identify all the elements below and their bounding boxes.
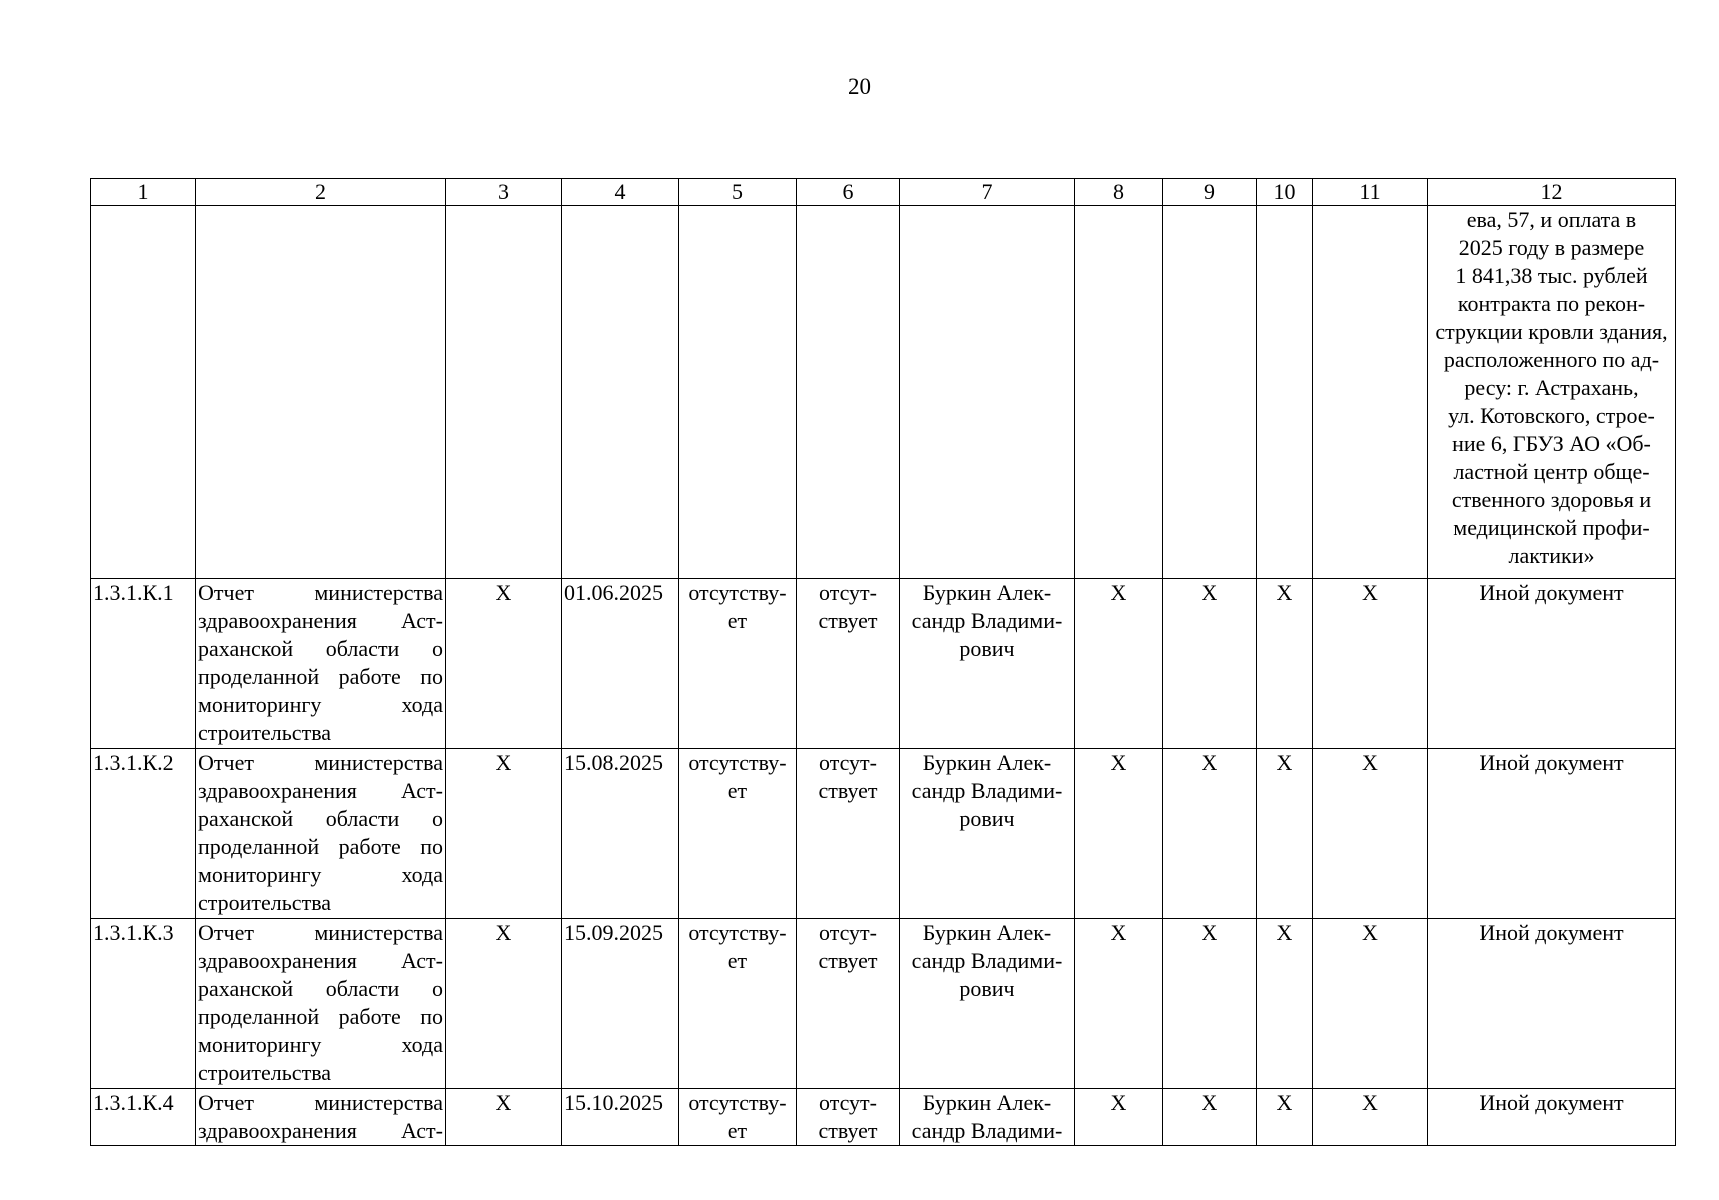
- continuation-text: ева, 57, и оплата в 2025 году в размере 1 841,38 тыс. рублей контракта по рекон- струкции кровли здания, расположенного по ад- ресу: г. Астрахань, ул. Котовского, строе- ние 6, ГБУЗ АО «Об- ластной центр обще- ственного здоровья и медицинской профи- лактики»: [1428, 206, 1676, 579]
- column-header: 6: [797, 179, 900, 206]
- cell-x: X: [446, 1089, 562, 1146]
- row-doc-type: Иной документ: [1428, 579, 1676, 749]
- cell-x: X: [1257, 1089, 1313, 1146]
- table-row: [91, 579, 1676, 749]
- cell-x: X: [1257, 749, 1313, 919]
- row-responsible: Буркин Алек- сандр Владими- рович: [900, 919, 1075, 1089]
- row-id: 1.3.1.К.3: [91, 919, 196, 1089]
- table-row: [91, 919, 1676, 1089]
- cell-x: X: [1075, 1089, 1163, 1146]
- row-col6: отсут- ствует: [797, 579, 900, 749]
- column-header: 4: [562, 179, 679, 206]
- empty-cell: [1313, 206, 1428, 579]
- row-name: Отчет министерства здравоохранения Аст- раханской области о проделанной работе по мониторингу хода строительства: [196, 579, 446, 749]
- row-id: 1.3.1.К.4: [91, 1089, 196, 1146]
- column-header: 8: [1075, 179, 1163, 206]
- row-doc-type: Иной документ: [1428, 749, 1676, 919]
- row-responsible: Буркин Алек- сандр Владими- рович: [900, 749, 1075, 919]
- column-header: 1: [91, 179, 196, 206]
- empty-cell: [1075, 206, 1163, 579]
- row-date: 15.10.2025: [562, 1089, 679, 1146]
- row-col5: отсутству- ет: [679, 749, 797, 919]
- cell-x: X: [446, 749, 562, 919]
- cell-x: X: [1313, 1089, 1428, 1146]
- empty-cell: [797, 206, 900, 579]
- column-header: 2: [196, 179, 446, 206]
- cell-x: X: [1075, 919, 1163, 1089]
- cell-x: X: [1075, 749, 1163, 919]
- cell-x: X: [446, 579, 562, 749]
- empty-cell: [900, 206, 1075, 579]
- row-col5: отсутству- ет: [679, 579, 797, 749]
- column-header: 3: [446, 179, 562, 206]
- cell-x: X: [446, 919, 562, 1089]
- row-col6: отсут- ствует: [797, 1089, 900, 1146]
- table-row: [91, 1089, 1676, 1146]
- row-col6: отсут- ствует: [797, 919, 900, 1089]
- cell-x: X: [1163, 749, 1257, 919]
- empty-cell: [1257, 206, 1313, 579]
- cell-x: X: [1313, 919, 1428, 1089]
- column-header: 5: [679, 179, 797, 206]
- column-header: 9: [1163, 179, 1257, 206]
- document-table: [90, 178, 1676, 1146]
- row-doc-type: Иной документ: [1428, 1089, 1676, 1146]
- cell-x: X: [1313, 579, 1428, 749]
- empty-cell: [679, 206, 797, 579]
- row-name: Отчет министерства здравоохранения Аст-: [196, 1089, 446, 1146]
- empty-cell: [196, 206, 446, 579]
- page-number: 20: [848, 74, 871, 99]
- row-responsible: Буркин Алек- сандр Владими-: [900, 1089, 1075, 1146]
- row-date: 01.06.2025: [562, 579, 679, 749]
- cell-x: X: [1163, 919, 1257, 1089]
- column-header: 12: [1428, 179, 1676, 206]
- empty-cell: [446, 206, 562, 579]
- column-header: 7: [900, 179, 1075, 206]
- row-col6: отсут- ствует: [797, 749, 900, 919]
- empty-cell: [562, 206, 679, 579]
- row-responsible: Буркин Алек- сандр Владими- рович: [900, 579, 1075, 749]
- table-row: [91, 749, 1676, 919]
- column-header: 10: [1257, 179, 1313, 206]
- cell-x: X: [1075, 579, 1163, 749]
- row-date: 15.09.2025: [562, 919, 679, 1089]
- cell-x: X: [1257, 919, 1313, 1089]
- empty-cell: [1163, 206, 1257, 579]
- row-col5: отсутству- ет: [679, 919, 797, 1089]
- row-name: Отчет министерства здравоохранения Аст- раханской области о проделанной работе по мониторингу хода строительства: [196, 749, 446, 919]
- column-header: 11: [1313, 179, 1428, 206]
- row-doc-type: Иной документ: [1428, 919, 1676, 1089]
- column-number-row: [91, 179, 1676, 206]
- row-id: 1.3.1.К.1: [91, 579, 196, 749]
- empty-cell: [91, 206, 196, 579]
- row-col5: отсутству- ет: [679, 1089, 797, 1146]
- row-name: Отчет министерства здравоохранения Аст- раханской области о проделанной работе по мониторингу хода строительства: [196, 919, 446, 1089]
- cell-x: X: [1257, 579, 1313, 749]
- cell-x: X: [1163, 1089, 1257, 1146]
- cell-x: X: [1163, 579, 1257, 749]
- continuation-row: [91, 206, 1676, 579]
- row-date: 15.08.2025: [562, 749, 679, 919]
- cell-x: X: [1313, 749, 1428, 919]
- row-id: 1.3.1.К.2: [91, 749, 196, 919]
